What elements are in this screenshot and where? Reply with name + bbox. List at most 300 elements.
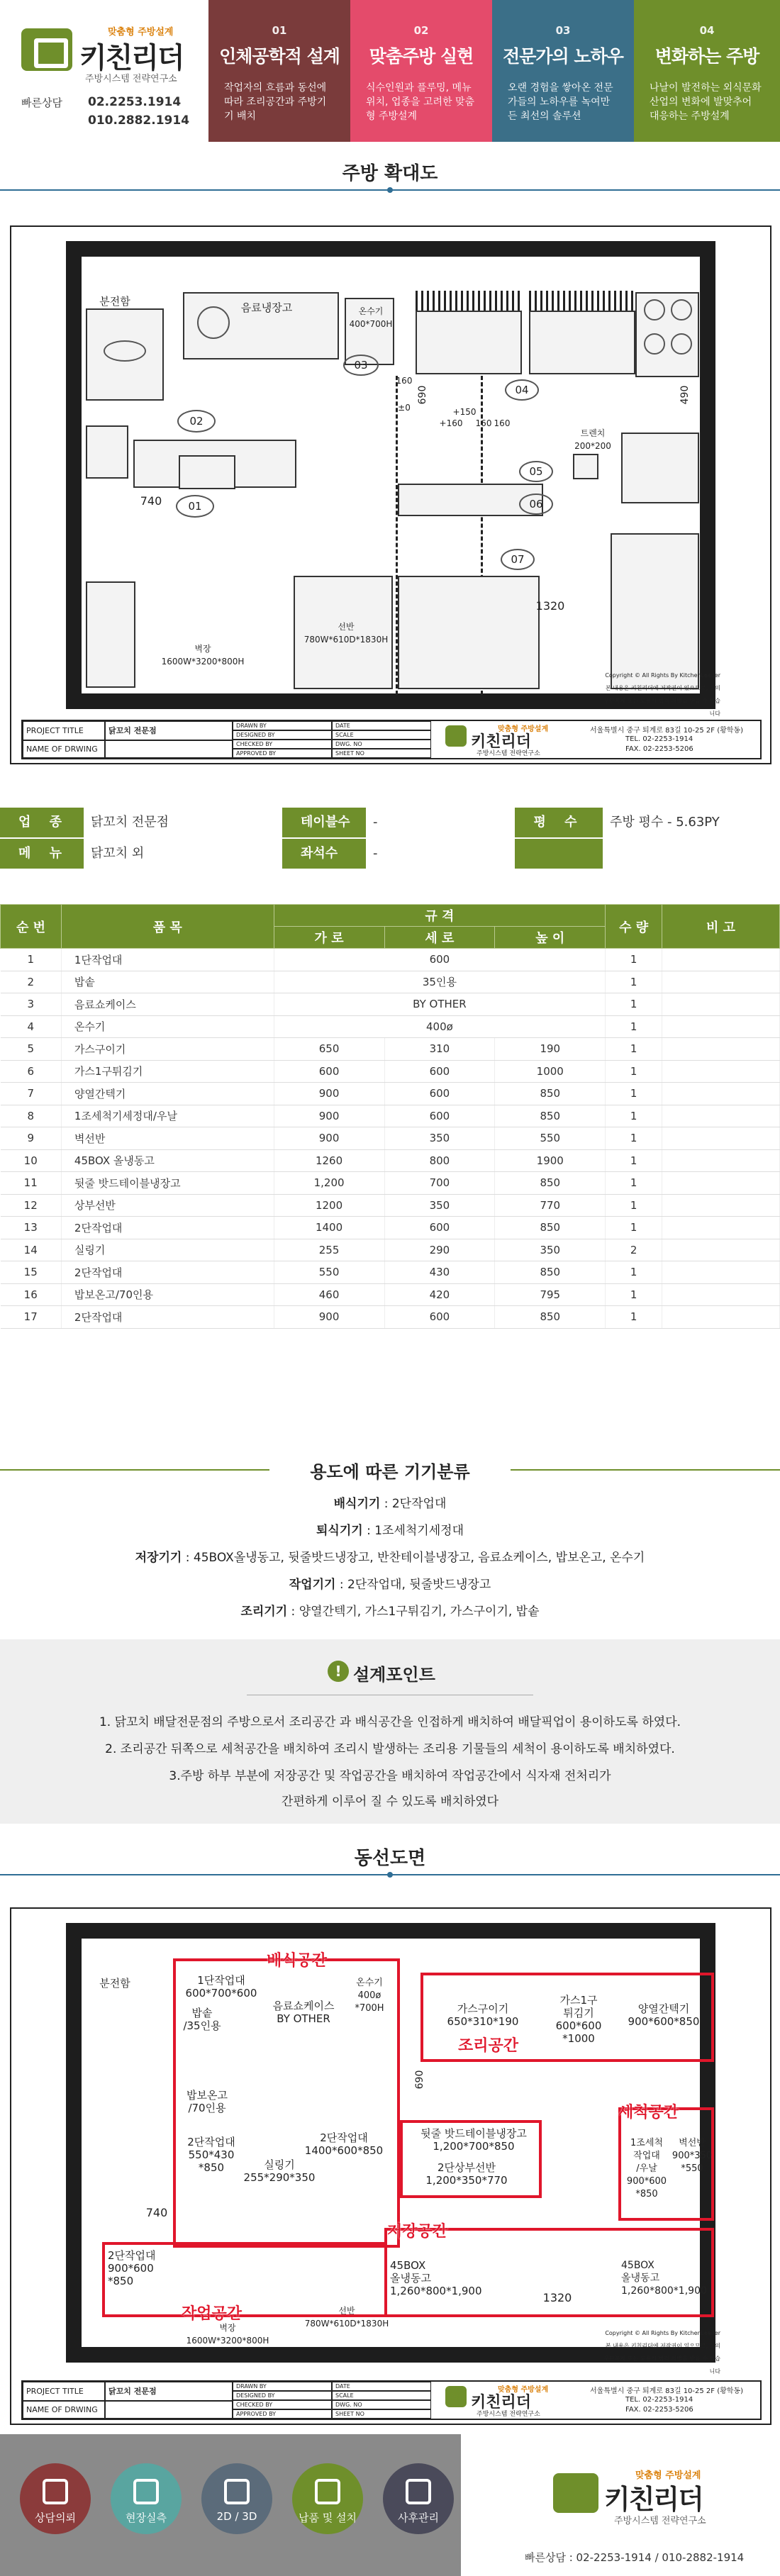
zone-wash-label: 세척공간 xyxy=(618,2104,679,2121)
usage-line-right xyxy=(511,1469,780,1471)
freezer-1 xyxy=(398,576,540,689)
info-label-menu: 메 뉴 xyxy=(0,839,84,869)
item-t: 선반 780W*610D*1830H xyxy=(304,2306,389,2329)
cell-qty: 1 xyxy=(606,1105,662,1127)
equipment-spec-table xyxy=(0,904,780,1329)
cell-depth: 600 xyxy=(384,1105,495,1127)
hood-left xyxy=(416,291,522,311)
site-header xyxy=(0,0,780,142)
dim-zero: ±0 xyxy=(398,403,411,413)
cell-note xyxy=(662,1306,780,1329)
cell-note xyxy=(662,1038,780,1061)
tb-brand-tag: 맞춤형 주방설계 xyxy=(498,2386,549,2394)
cell-size: 600 xyxy=(274,949,606,971)
tb-fax: FAX. 02-2253-5206 xyxy=(625,2406,693,2414)
cell-name: 뒷줄 밧드테이블냉장고 xyxy=(61,1172,274,1195)
cell-note xyxy=(662,1149,780,1172)
table-row xyxy=(1,1105,780,1127)
tb-tel: TEL. 02-2253-1914 xyxy=(625,735,693,743)
cell-width: 900 xyxy=(274,1083,384,1105)
cell-height: 1000 xyxy=(495,1060,606,1083)
info-label-seats: 좌석수 xyxy=(282,839,366,869)
cube-icon xyxy=(224,2479,250,2504)
cell-name: 벽선반 xyxy=(61,1127,274,1150)
cell-no: 16 xyxy=(1,1283,62,1306)
table-row xyxy=(1,1015,780,1038)
tb-fax: FAX. 02-2253-5206 xyxy=(625,745,693,753)
cell-height: 1900 xyxy=(495,1149,606,1172)
tb-project: 닭꼬치 전문점 xyxy=(105,2382,233,2401)
cell-height: 770 xyxy=(495,1194,606,1217)
cell-no: 2 xyxy=(1,971,62,993)
cell-name: 밥솥 xyxy=(61,971,274,993)
cell-height: 795 xyxy=(495,1283,606,1306)
flow-section-title: 동선도면 xyxy=(354,1848,426,1869)
cell-no: 9 xyxy=(1,1127,62,1150)
cell-no: 5 xyxy=(1,1038,62,1061)
burner xyxy=(644,333,665,355)
info-label-industry: 업 종 xyxy=(0,808,84,837)
cell-height: 850 xyxy=(495,1172,606,1195)
cell-note xyxy=(662,1194,780,1217)
tb-address: 서울특별시 중구 퇴계로 83길 10-25 2F (황학동) xyxy=(590,727,744,735)
item-e: 가스구이기 650*310*190 xyxy=(447,2002,519,2028)
cell-width: 550 xyxy=(274,1261,384,1284)
cell-qty: 1 xyxy=(606,993,662,1016)
cell-width: 460 xyxy=(274,1283,384,1306)
cell-width: 900 xyxy=(274,1127,384,1150)
cell-name: 양열간텍기 xyxy=(61,1083,274,1105)
col-note: 비 고 xyxy=(662,905,780,949)
item-b: 밥솥 /35인용 xyxy=(183,2007,221,2032)
cell-no: 15 xyxy=(1,1261,62,1284)
cell-depth: 350 xyxy=(384,1194,495,1217)
cell-size: 400ø xyxy=(274,1015,606,1038)
home-icon xyxy=(133,2479,159,2504)
cell-name: 상부선반 xyxy=(61,1194,274,1217)
info-label-tables: 테이블수 xyxy=(282,808,366,837)
logo[interactable] xyxy=(14,21,199,128)
info-tables: - xyxy=(373,815,378,830)
footer-measure[interactable] xyxy=(111,2463,182,2534)
footer-2d3d-label: 2D / 3D xyxy=(216,2510,257,2523)
points-title: 설계포인트 xyxy=(353,1665,435,1685)
phone-label: 빠른상담 xyxy=(21,96,62,109)
section-divider xyxy=(0,1874,780,1875)
cell-height: 350 xyxy=(495,1239,606,1261)
callout-03: 03 xyxy=(343,355,379,376)
table-row xyxy=(1,1060,780,1083)
phone-number-2[interactable]: 010.2882.1914 xyxy=(88,113,190,128)
tb-project: 닭꼬치 전문점 xyxy=(105,721,233,740)
feature-block-2 xyxy=(350,0,492,142)
cell-no: 17 xyxy=(1,1306,62,1329)
cell-no: 3 xyxy=(1,993,62,1016)
usage-key: 작업기기 xyxy=(289,1578,336,1592)
logo-text: 키친리더 xyxy=(79,42,184,74)
dim-150: +150 xyxy=(452,407,477,417)
tb-address: 서울특별시 중구 퇴계로 83길 10-25 2F (황학동) xyxy=(590,2387,744,2395)
section-divider xyxy=(0,189,780,191)
usage-value: : 2단작업대 xyxy=(380,1497,447,1511)
usage-key: 배식기기 xyxy=(333,1497,381,1511)
col-qty: 수 량 xyxy=(606,905,662,949)
dim-740: 740 xyxy=(140,494,162,508)
tb-drawn: DRAWN BY xyxy=(233,721,332,730)
item-i: 2단작업대 550*430 *850 xyxy=(187,2136,235,2174)
col-name: 품 목 xyxy=(61,905,274,949)
tb-scale: SCALE xyxy=(332,2391,431,2400)
cell-height: 850 xyxy=(495,1217,606,1239)
cell-no: 6 xyxy=(1,1060,62,1083)
cell-width: 255 xyxy=(274,1239,384,1261)
item-o: 벽선반 900*350 *550 xyxy=(672,2138,713,2174)
footer-consult[interactable] xyxy=(20,2463,91,2534)
cell-width: 900 xyxy=(274,1105,384,1127)
cooker-1 xyxy=(416,311,522,374)
tb-brand-sub: 주방시스템 전략연구소 xyxy=(477,2411,540,2418)
cell-qty: 1 xyxy=(606,949,662,971)
cell-no: 4 xyxy=(1,1015,62,1038)
plan-section-title: 주방 확대도 xyxy=(342,163,438,184)
wrench-icon xyxy=(406,2479,431,2504)
footer-consult-label: 상담의뢰 xyxy=(35,2511,76,2524)
cell-width: 650 xyxy=(274,1038,384,1061)
zone-work-label: 작업공간 xyxy=(182,2305,243,2323)
cell-qty: 1 xyxy=(606,1217,662,1239)
usage-row xyxy=(0,1520,780,1538)
zone-cook-label: 조리공간 xyxy=(458,2037,519,2055)
table-row xyxy=(1,1239,780,1261)
cell-no: 7 xyxy=(1,1083,62,1105)
cell-note xyxy=(662,1217,780,1239)
feature-desc: 식수인원과 플루밍, 메뉴위치, 업종을 고려한 맞춤형 주방설계 xyxy=(366,82,475,122)
wall-left xyxy=(66,1923,82,2363)
tb-approved: APPROVED BY xyxy=(233,749,332,758)
footer-2d3d[interactable] xyxy=(201,2463,272,2534)
cell-depth: 600 xyxy=(384,1217,495,1239)
copyright: Copyright © All Rights By KitchenLeader 본 내용은 키친리더에 저작권이 있으므로, 동의 무단복제 또는 도용시 법적 처벌을 받을 수 있습니다 xyxy=(603,672,720,717)
cell-note xyxy=(662,1127,780,1150)
cell-name: 2단작업대 xyxy=(61,1261,274,1284)
table-row xyxy=(1,949,780,971)
table-row xyxy=(1,1083,780,1105)
footer-brand-tag: 맞춤형 주방설계 xyxy=(635,2470,701,2481)
table-row xyxy=(1,1306,780,1329)
footer-install[interactable] xyxy=(292,2463,363,2534)
feature-title: 맞춤주방 실현 xyxy=(369,46,474,67)
cell-note xyxy=(662,1060,780,1083)
cell-note xyxy=(662,1261,780,1284)
zone-serve-label: 배식공간 xyxy=(267,1952,328,1970)
dim-740: 740 xyxy=(145,2206,168,2219)
cell-qty: 1 xyxy=(606,1261,662,1284)
table-row xyxy=(1,1172,780,1195)
info-label-area: 평 수 xyxy=(515,808,603,837)
callout-05: 05 xyxy=(519,461,553,482)
feature-desc: 오랜 경험을 쌓아온 전문가들의 노하우를 녹여만든 최선의 솔루션 xyxy=(508,82,613,122)
item-r: 45BOX 올냉동고 1,260*800*1,900 xyxy=(621,2260,707,2297)
tb-designed: DESIGNED BY xyxy=(233,730,332,740)
info-blank xyxy=(515,839,603,869)
tb-name-drawing: NAME OF DRWING xyxy=(23,740,105,758)
feature-number: 04 xyxy=(699,24,715,37)
info-seats: - xyxy=(373,846,378,861)
cell-width: 600 xyxy=(274,1060,384,1083)
dim-160c: +160 xyxy=(439,418,463,428)
cell-qty: 1 xyxy=(606,1083,662,1105)
callout-06: 06 xyxy=(519,494,553,515)
shelf-label: 선반 780W*610D*1830H xyxy=(303,622,389,645)
tb-brand-tag: 맞춤형 주방설계 xyxy=(498,725,549,733)
cell-height: 850 xyxy=(495,1083,606,1105)
feature-block-3 xyxy=(492,0,634,142)
kitchen-plan-drawing xyxy=(10,225,771,764)
panel-label: 분전함 xyxy=(99,1977,130,1990)
usage-value: : 1조세척기세정대 xyxy=(362,1524,464,1538)
truck-icon xyxy=(315,2479,340,2504)
exclamation-icon: ! xyxy=(328,1661,349,1682)
tb-name-drawing: NAME OF DRWING xyxy=(23,2401,105,2419)
cell-no: 11 xyxy=(1,1172,62,1195)
cell-name: 온수기 xyxy=(61,1015,274,1038)
usage-title: 용도에 따른 기기분류 xyxy=(310,1462,470,1482)
cell-height: 850 xyxy=(495,1261,606,1284)
table-row xyxy=(1,1283,780,1306)
sealer xyxy=(179,455,235,489)
cell-depth: 600 xyxy=(384,1060,495,1083)
cell-no: 14 xyxy=(1,1239,62,1261)
footer-brand[interactable]: 키친리더 xyxy=(604,2484,703,2515)
cell-depth: 800 xyxy=(384,1149,495,1172)
burner xyxy=(671,299,692,320)
logo-tagline: 맞춤형 주방설계 xyxy=(108,27,174,38)
table-row xyxy=(1,1127,780,1150)
cell-name: 가스1구튀김기 xyxy=(61,1060,274,1083)
title-block xyxy=(21,2380,762,2420)
cell-no: 1 xyxy=(1,949,62,971)
phone-number-1[interactable]: 02.2253.1914 xyxy=(88,95,182,109)
item-a: 1단작업대 600*700*600 xyxy=(185,1974,257,2000)
tb-signature-grid xyxy=(233,721,431,758)
tb-checked: CHECKED BY xyxy=(233,2400,332,2409)
sink-bowl xyxy=(104,340,146,362)
cell-note xyxy=(662,993,780,1016)
table-row xyxy=(1,1149,780,1172)
item-p: 2단작업대 900*600 *850 xyxy=(108,2249,156,2287)
tb-approved: APPROVED BY xyxy=(233,2409,332,2419)
cell-size: 35인용 xyxy=(274,971,606,993)
item-g: 양열간텍기 900*600*850 xyxy=(628,2002,700,2028)
feature-number: 01 xyxy=(272,24,287,37)
cell-note xyxy=(662,949,780,971)
tb-date: DATE xyxy=(332,2382,431,2391)
tb-brand: 키친리더 xyxy=(471,2394,532,2411)
col-height: 높 이 xyxy=(495,927,606,949)
tb-signature-grid xyxy=(233,2382,431,2419)
feature-desc: 나날이 발전하는 외식문화 산업의 변화에 발맞추어 대응하는 주방설계 xyxy=(650,82,762,122)
table-row xyxy=(1,971,780,993)
cell-name: 음료쇼케이스 xyxy=(61,993,274,1016)
cell-name: 실링기 xyxy=(61,1239,274,1261)
cell-depth: 700 xyxy=(384,1172,495,1195)
cell-height: 850 xyxy=(495,1105,606,1127)
chat-icon xyxy=(43,2479,68,2504)
cell-name: 1조세척기세정대/우날 xyxy=(61,1105,274,1127)
cell-qty: 1 xyxy=(606,1172,662,1195)
footer-aftercare-label: 사후관리 xyxy=(398,2511,439,2524)
flow-plan-drawing xyxy=(10,1907,771,2425)
callout-07: 07 xyxy=(501,549,535,570)
tb-brand-sub: 주방시스템 전략연구소 xyxy=(477,750,540,757)
cell-size: BY OTHER xyxy=(274,993,606,1016)
footer-install-label: 납품 및 설치 xyxy=(299,2511,357,2524)
callout-04: 04 xyxy=(505,379,539,401)
cell-note xyxy=(662,1239,780,1261)
usage-value: : 양열간텍기, 가스1구튀김기, 가스구이기, 밥솥 xyxy=(287,1605,540,1619)
wall-left xyxy=(66,241,82,709)
dishwasher-sink xyxy=(621,433,699,503)
tb-brand: 키친리더 xyxy=(471,733,532,751)
usage-line-left xyxy=(0,1469,269,1471)
usage-value: : 45BOX올냉동고, 뒷줄밧드냉장고, 반찬테이블냉장고, 음료쇼케이스, 밥보온고, 온수기 xyxy=(182,1551,645,1565)
cell-depth: 600 xyxy=(384,1083,495,1105)
usage-key: 퇴식기기 xyxy=(316,1524,363,1538)
cell-depth: 420 xyxy=(384,1283,495,1306)
dim-1320: 1320 xyxy=(535,599,565,613)
callout-01: 01 xyxy=(176,495,214,518)
cell-qty: 1 xyxy=(606,1283,662,1306)
usage-key: 저장기기 xyxy=(135,1551,182,1565)
rice-warmer xyxy=(86,425,128,479)
rice-cooker xyxy=(197,306,230,339)
cell-height: 850 xyxy=(495,1306,606,1329)
water-heater-label: 온수기 400*700H xyxy=(349,306,393,329)
info-area: 주방 평수 - 5.63PY xyxy=(610,815,720,830)
cell-depth: 600 xyxy=(384,1306,495,1329)
beverage-fridge-label: 음료냉장고 xyxy=(240,301,293,314)
cell-name: 밥보온고/70인용 xyxy=(61,1283,274,1306)
tb-project-title: PROJECT TITLE xyxy=(23,2382,105,2401)
cell-name: 1단작업대 xyxy=(61,949,274,971)
usage-row xyxy=(0,1493,780,1511)
feature-title: 인체공학적 설계 xyxy=(219,46,340,67)
zone-store-label: 저장공간 xyxy=(387,2223,448,2241)
item-c: 음료쇼케이스 BY OTHER xyxy=(272,2000,335,2025)
burner xyxy=(644,299,665,320)
usage-row xyxy=(0,1547,780,1565)
cell-no: 10 xyxy=(1,1149,62,1172)
footer-brand-sub: 주방시스템 전략연구소 xyxy=(614,2516,706,2526)
footer-aftercare[interactable] xyxy=(383,2463,454,2534)
feature-desc: 작업자의 흐름과 동선에 따라 조리공간과 주방기기 배치 xyxy=(224,82,327,122)
trench xyxy=(573,454,598,479)
col-size: 규 격 xyxy=(274,905,606,927)
feature-number: 03 xyxy=(555,24,571,37)
item-f: 가스1구 튀김기 600*600 *1000 xyxy=(555,1994,602,2045)
point-3: 3.주방 하부 부분에 저장공간 및 작업공간을 배치하여 작업공간에서 식자재 전처리가 xyxy=(169,1769,611,1783)
callout-02: 02 xyxy=(177,410,216,433)
cell-name: 45BOX 올냉동고 xyxy=(61,1149,274,1172)
cell-qty: 1 xyxy=(606,1194,662,1217)
cell-note xyxy=(662,1015,780,1038)
table-row xyxy=(1,993,780,1016)
freezer-2 xyxy=(611,533,699,689)
usage-value: : 2단작업대, 뒷줄밧드냉장고 xyxy=(335,1578,491,1592)
wall-top xyxy=(66,241,715,257)
cell-depth: 430 xyxy=(384,1261,495,1284)
copyright: Copyright © All Rights By KitchenLeader 본 내용은 키친리더에 저작권이 있으므로, 동의 무단복제 또는 도용시 법적 처벌을 받을 수 있습니다 xyxy=(603,2330,720,2375)
usage-row xyxy=(0,1601,780,1619)
cell-qty: 1 xyxy=(606,1038,662,1061)
cell-name: 가스구이기 xyxy=(61,1038,274,1061)
tb-logo-icon xyxy=(445,2386,467,2407)
cell-depth: 290 xyxy=(384,1239,495,1261)
footer-contact[interactable]: 빠른상담 : 02-2253-1914 / 010-2882-1914 xyxy=(525,2551,745,2564)
feature-number: 02 xyxy=(413,24,429,37)
point-1: 1. 닭꼬치 배달전문점의 주방으로서 조리공간 과 배식공간을 인접하게 배치하여 배달픽업이 용이하도록 하였다. xyxy=(99,1715,681,1729)
footer-measure-label: 현장실측 xyxy=(126,2511,167,2524)
dim-160a: 160 xyxy=(396,376,413,386)
table-row xyxy=(1,1217,780,1239)
title-block xyxy=(21,720,762,759)
feature-title: 전문가의 노하우 xyxy=(503,46,623,67)
wall-top xyxy=(66,1923,715,1939)
tb-date: DATE xyxy=(332,721,431,730)
item-q: 45BOX 올냉동고 1,260*800*1,900 xyxy=(390,2259,482,2297)
dim-1320: 1320 xyxy=(542,2291,572,2304)
logo-icon xyxy=(21,28,72,71)
info-industry: 닭꼬치 전문점 xyxy=(91,815,169,830)
tb-dwg: DWG. NO xyxy=(332,740,431,749)
item-j: 2단작업대 1400*600*850 xyxy=(304,2131,384,2157)
col-depth: 세 로 xyxy=(384,927,495,949)
item-n: 1조세척 작업대 /우날 900*600 *850 xyxy=(626,2138,667,2199)
usage-row xyxy=(0,1574,780,1592)
cell-depth: 310 xyxy=(384,1038,495,1061)
cell-height: 550 xyxy=(495,1127,606,1150)
item-s: 벽장 1600W*3200*800H xyxy=(186,2323,269,2346)
cell-width: 900 xyxy=(274,1306,384,1329)
cell-name: 2단작업대 xyxy=(61,1306,274,1329)
cell-note xyxy=(662,1283,780,1306)
wall-cabinet-label: 벽장 1600W*3200*800H xyxy=(161,644,245,667)
feature-block-4 xyxy=(634,0,780,142)
point-3b: 간편하게 이루어 질 수 있도록 배치하였다 xyxy=(281,1795,499,1809)
tb-drawn: DRAWN BY xyxy=(233,2382,332,2391)
item-h: 밥보온고 /70인용 xyxy=(186,2089,228,2114)
cell-name: 2단작업대 xyxy=(61,1217,274,1239)
cell-note xyxy=(662,1083,780,1105)
tb-name-drawing-value xyxy=(105,2401,233,2419)
tb-project-title: PROJECT TITLE xyxy=(23,721,105,740)
cell-qty: 1 xyxy=(606,1060,662,1083)
cell-width: 1400 xyxy=(274,1217,384,1239)
table-row xyxy=(1,1194,780,1217)
cell-note xyxy=(662,1172,780,1195)
cooker-2 xyxy=(529,311,635,374)
trench-label: 트렌치 200*200 xyxy=(574,428,611,451)
cell-qty: 1 xyxy=(606,1149,662,1172)
cell-qty: 1 xyxy=(606,1015,662,1038)
info-menu: 닭꼬치 외 xyxy=(91,846,145,861)
cell-note xyxy=(662,971,780,993)
cell-qty: 1 xyxy=(606,1306,662,1329)
cell-qty: 1 xyxy=(606,1127,662,1150)
col-no: 순 번 xyxy=(1,905,62,949)
dim-160d: 160 xyxy=(494,418,511,428)
dim-160b: 160 xyxy=(475,418,492,428)
